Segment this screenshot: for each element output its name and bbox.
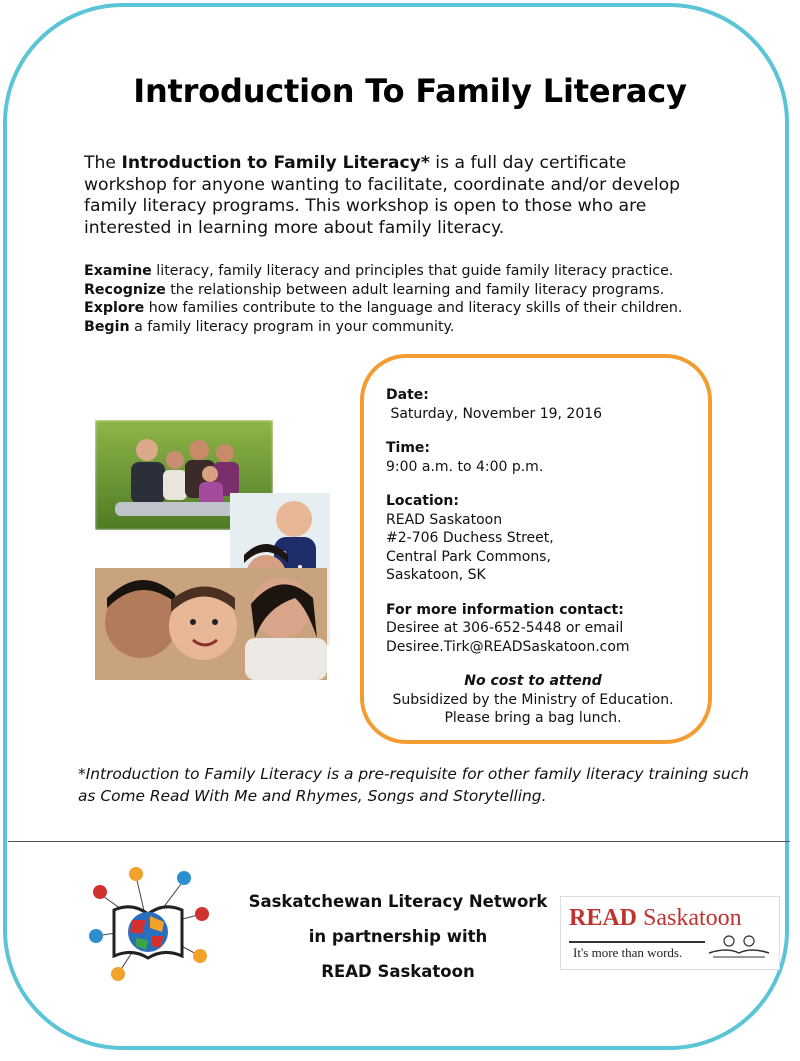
read-logo-word2: Saskatoon	[643, 905, 742, 931]
objectives-list	[84, 262, 724, 336]
cost-line: Please bring a bag lunch.	[444, 710, 622, 726]
objective-verb: Begin	[84, 318, 130, 335]
location-line: #2-706 Duchess Street,	[386, 530, 554, 546]
read-logo-wordmark	[569, 905, 742, 932]
location-group	[386, 492, 688, 585]
objective-verb: Recognize	[84, 281, 166, 298]
location-line: Saskatoon, SK	[386, 567, 486, 583]
partners-block	[230, 884, 566, 989]
cost-line: Subsidized by the Ministry of Education.	[392, 691, 674, 708]
objective-verb: Examine	[84, 263, 152, 279]
intro-rest: is a full day certificate workshop for anyone wanting to facilitate, coordinate and/or develop family literacy programs. This workshop is open to those who are interested in learning more about family literacy.	[84, 153, 681, 238]
objective-verb: Explore	[84, 300, 145, 316]
time-group	[386, 439, 688, 476]
objective-text: the relationship between adult learning and family literacy programs.	[165, 281, 665, 298]
date-value: Saturday, November 19, 2016	[386, 405, 603, 422]
cost-group	[378, 672, 688, 728]
location-line: Central Park Commons,	[386, 548, 551, 565]
read-logo-rule	[569, 941, 705, 943]
objective-item	[84, 299, 724, 318]
partner-line-2: in partnership with	[308, 927, 488, 946]
intro-bold: Introduction to Family Literacy*	[121, 153, 430, 173]
contact-email[interactable]: Desiree.Tirk@READSaskatoon.com	[386, 638, 630, 655]
section-divider	[8, 841, 790, 842]
read-logo-tagline: It's more than words.	[573, 945, 683, 960]
objective-text: a family literacy program in your community.	[129, 318, 455, 335]
intro-paragraph	[84, 153, 714, 239]
objective-text: how families contribute to the language and literacy skills of their children.	[144, 300, 683, 316]
location-label: Location:	[386, 493, 459, 509]
reading-figures-icon	[707, 929, 771, 959]
footnote: *Introduction to Family Literacy is a pre-requisite for other family literacy training such as Come Read With Me and Rhymes, Songs and Storytelling.	[78, 765, 749, 805]
objective-item	[84, 318, 724, 337]
date-label: Date:	[386, 387, 429, 403]
read-saskatoon-logo	[560, 896, 780, 970]
intro-prefix: The	[84, 153, 122, 173]
contact-group	[386, 601, 688, 657]
date-group	[386, 386, 688, 423]
objective-text: literacy, family literacy and principles that guide family literacy practice.	[151, 263, 674, 279]
partner-line-1: Saskatchewan Literacy Network	[248, 892, 548, 911]
location-line: READ Saskatoon	[386, 511, 503, 528]
parent-child-photo	[95, 568, 327, 680]
cost-heading: No cost to attend	[464, 673, 602, 689]
objective-item	[84, 281, 724, 300]
read-logo-word1: READ	[569, 905, 638, 931]
saskatchewan-literacy-network-logo	[84, 862, 214, 988]
page-title: Introduction To Family Literacy	[133, 72, 687, 110]
objective-item	[84, 262, 724, 281]
partner-line-3: READ Saskatoon	[321, 962, 475, 981]
contact-phone: Desiree at 306-652-5448 or email	[386, 620, 624, 636]
contact-label: For more information contact:	[386, 601, 624, 618]
time-value: 9:00 a.m. to 4:00 p.m.	[386, 458, 544, 475]
event-details-box	[360, 354, 712, 744]
time-label: Time:	[386, 440, 431, 456]
